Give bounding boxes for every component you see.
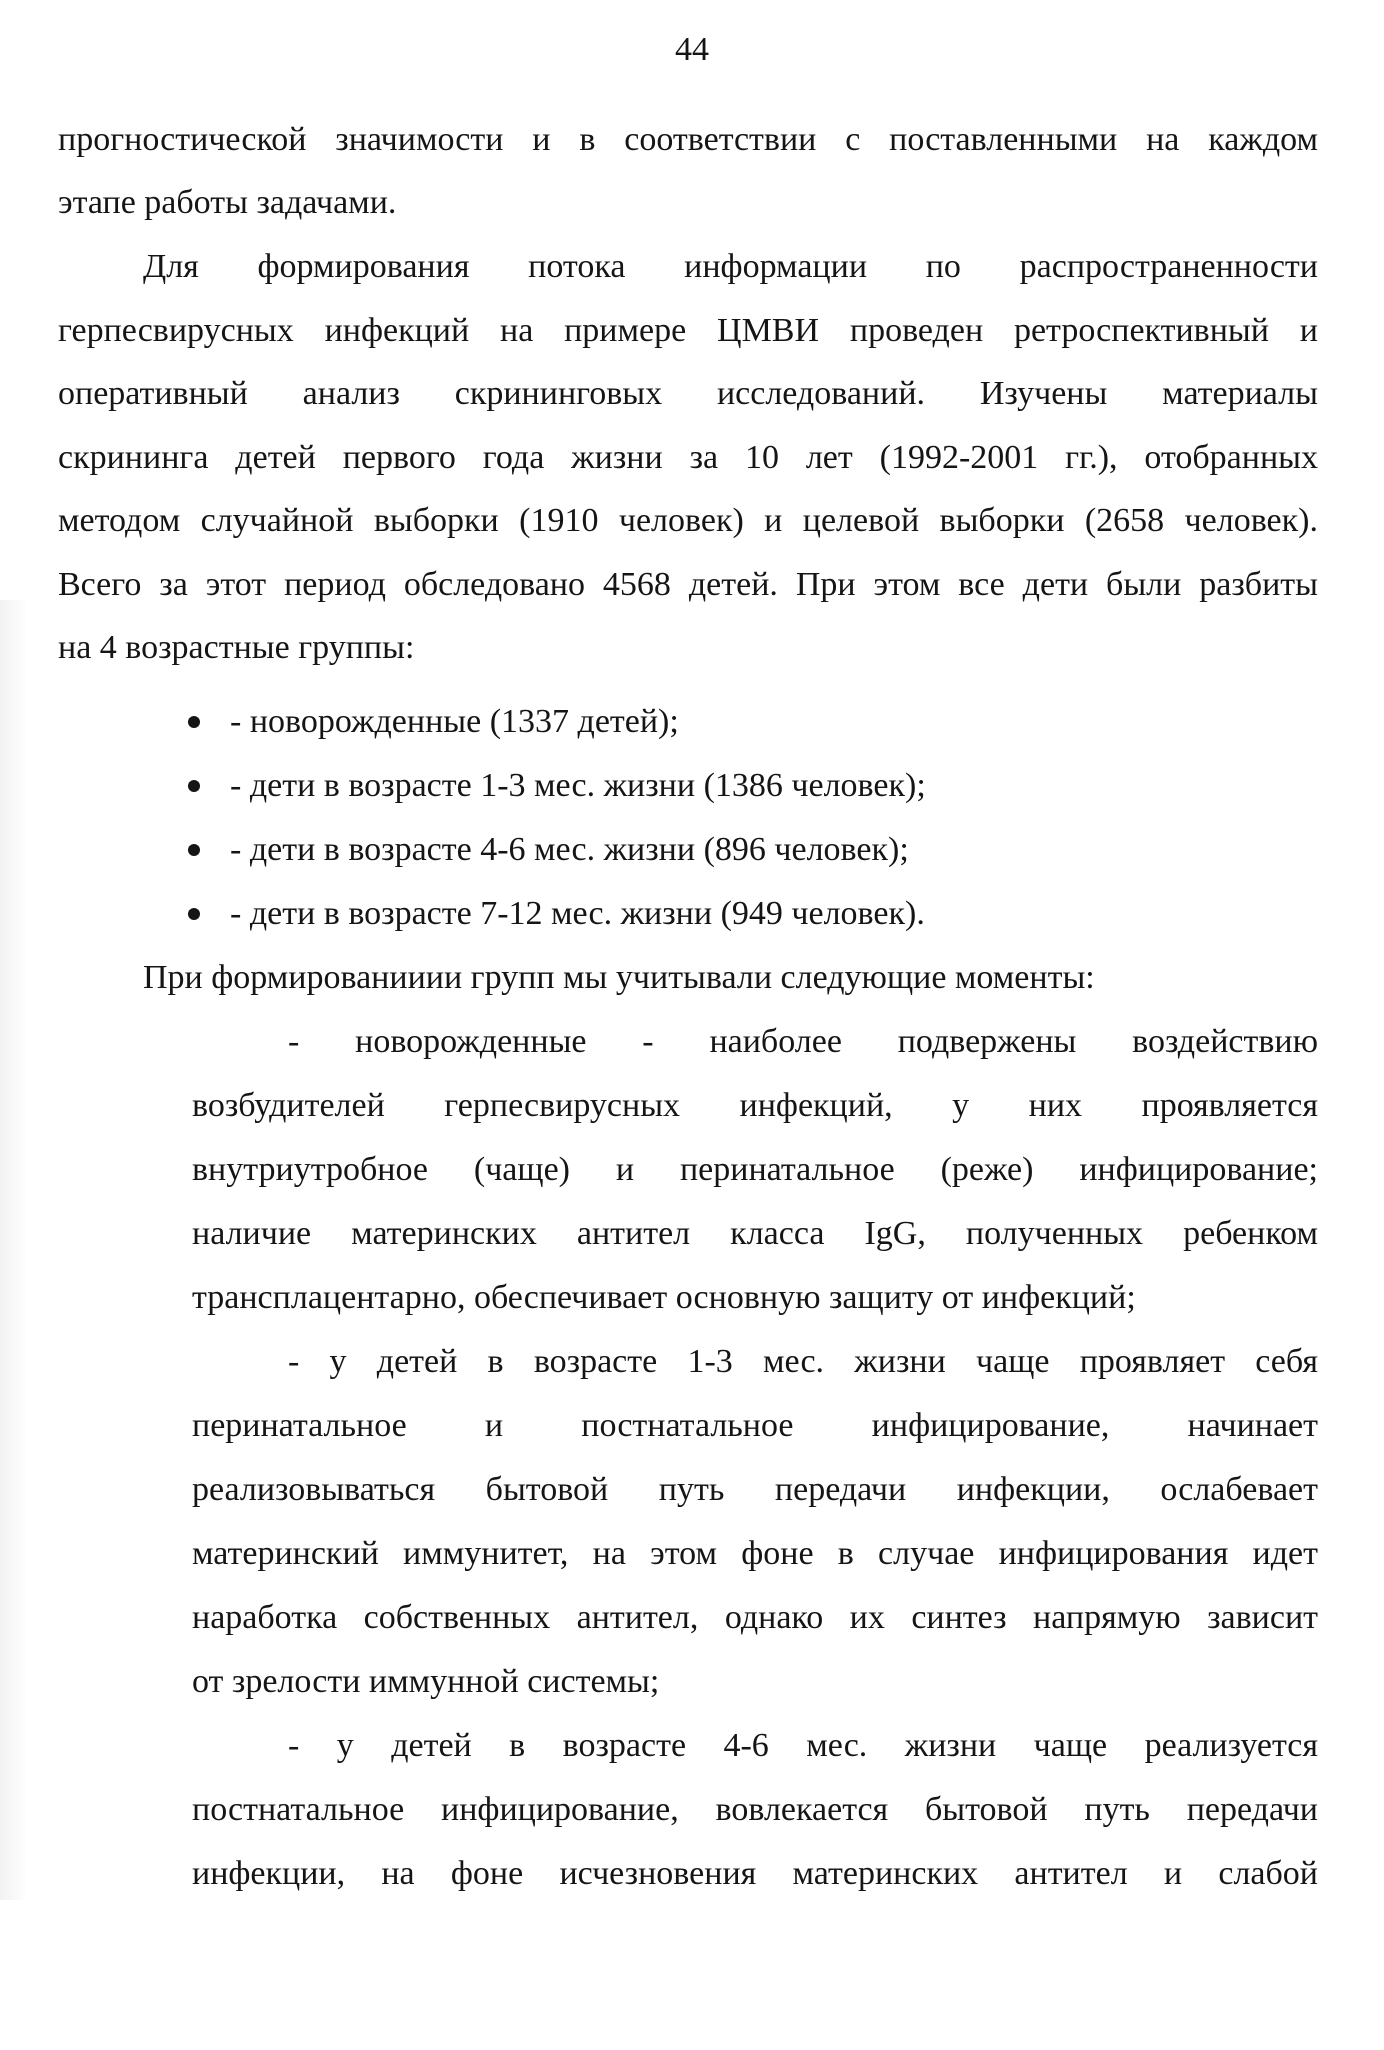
- paragraph-2-line-1: Для формирования потока информации по распространенности: [143, 248, 1318, 285]
- item-1-line-2: возбудителей герпесвирусных инфекций, у них проявляется: [192, 1087, 1318, 1124]
- item-2-line-3: реализовываться бытовой путь передачи инфекции, ослабевает: [192, 1471, 1318, 1508]
- item-1-line-4: наличие материнских антител класса IgG, полученных ребенком: [192, 1215, 1318, 1252]
- bullet-item-1: - новорожденные (1337 детей);: [230, 703, 679, 740]
- item-2-line-1: - у детей в возрасте 1-3 мес. жизни чаще проявляет себя: [288, 1343, 1318, 1380]
- item-1-line-3: внутриутробное (чаще) и перинатальное (реже) инфицирование;: [192, 1151, 1318, 1188]
- bullet-dot-icon: [188, 844, 200, 856]
- item-2-line-6: от зрелости иммунной системы;: [192, 1663, 660, 1700]
- item-2-line-5: наработка собственных антител, однако их синтез напрямую зависит: [192, 1599, 1318, 1636]
- item-2-line-2: перинатальное и постнатальное инфицирование, начинает: [192, 1407, 1318, 1444]
- item-1-line-5: трансплацентарно, обеспечивает основную защиту от инфекций;: [192, 1279, 1136, 1316]
- bullet-item-4: - дети в возрасте 7-12 мес. жизни (949 человек).: [230, 895, 925, 932]
- item-1-line-1: - новорожденные - наиболее подвержены воздействию: [288, 1023, 1318, 1060]
- paragraph-2-line-2: герпесвирусных инфекций на примере ЦМВИ проведен ретроспективный и: [58, 312, 1318, 349]
- bullet-item-2: - дети в возрасте 1-3 мес. жизни (1386 человек);: [230, 767, 926, 804]
- item-3-line-1: - у детей в возрасте 4-6 мес. жизни чаще реализуется: [288, 1727, 1318, 1764]
- paragraph-1-line-2: этапе работы задачами.: [58, 184, 397, 221]
- bullet-item-3: - дети в возрасте 4-6 мес. жизни (896 человек);: [230, 831, 909, 868]
- page-number: 44: [675, 31, 709, 68]
- paragraph-2-line-5: методом случайной выборки (1910 человек) и целевой выборки (2658 человек).: [58, 502, 1318, 539]
- scan-shadow: [0, 600, 28, 1900]
- paragraph-2-line-6: Всего за этот период обследовано 4568 детей. При этом все дети были разбиты: [58, 566, 1318, 603]
- bullet-dot-icon: [188, 716, 200, 728]
- bullet-dot-icon: [188, 780, 200, 792]
- paragraph-1-line-1: прогностической значимости и в соответствии с поставленными на каждом: [58, 121, 1318, 158]
- paragraph-2-line-3: оперативный анализ скрининговых исследований. Изучены материалы: [58, 375, 1318, 412]
- item-2-line-4: материнский иммунитет, на этом фоне в случае инфицирования идет: [192, 1535, 1318, 1572]
- item-3-line-3: инфекции, на фоне исчезновения материнских антител и слабой: [192, 1855, 1318, 1892]
- bullet-dot-icon: [188, 908, 200, 920]
- paragraph-3-line-1: При формированииии групп мы учитывали следующие моменты:: [143, 959, 1095, 996]
- paragraph-2-line-7: на 4 возрастные группы:: [58, 629, 415, 666]
- item-3-line-2: постнатальное инфицирование, вовлекается бытовой путь передачи: [192, 1791, 1318, 1828]
- paragraph-2-line-4: скрининга детей первого года жизни за 10 лет (1992-2001 гг.), отобранных: [58, 439, 1318, 476]
